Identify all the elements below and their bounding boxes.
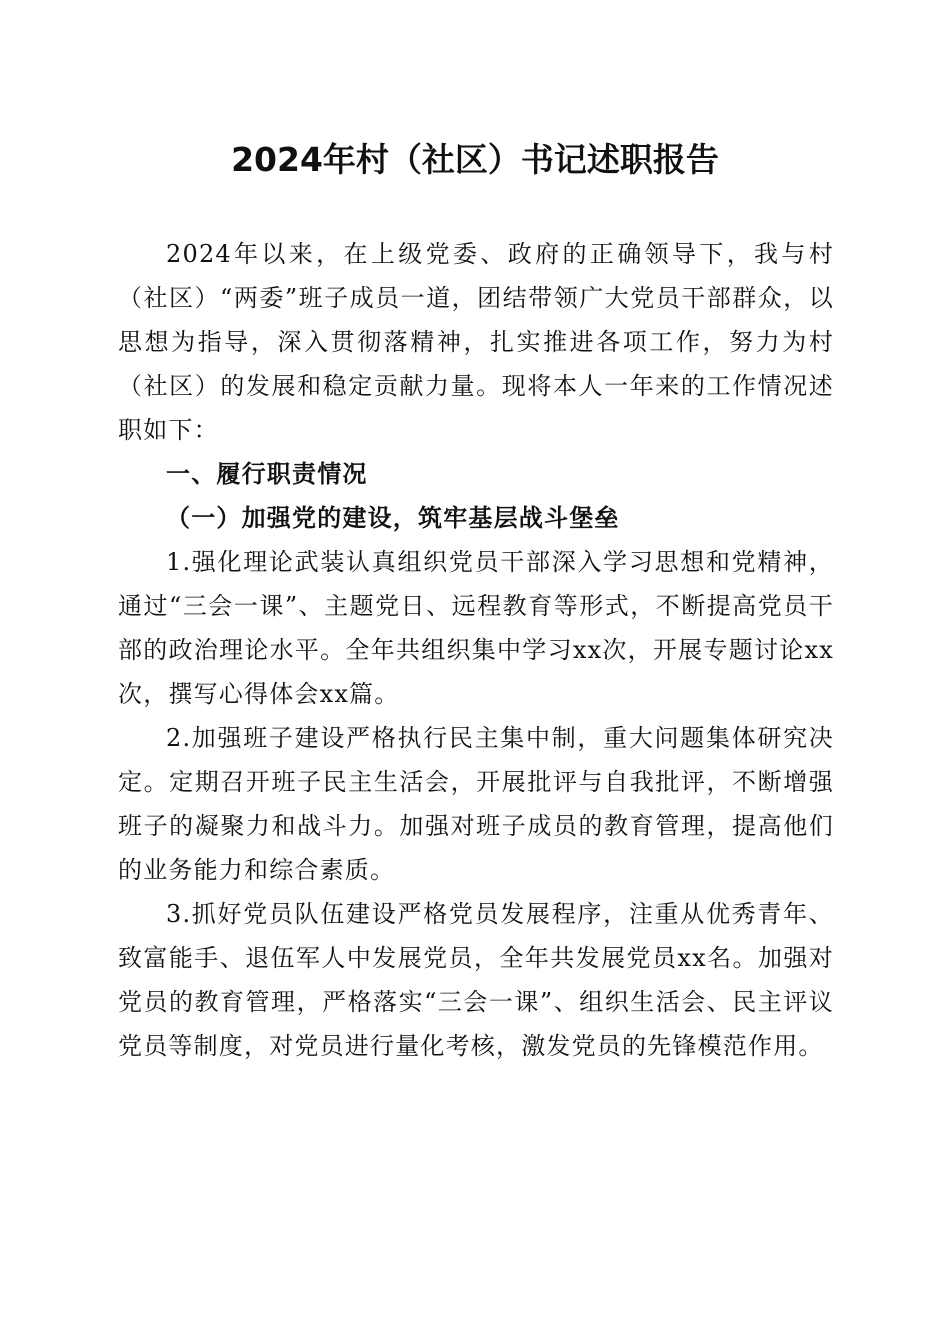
section-heading: 一、履行职责情况	[166, 460, 368, 488]
item-paragraph-1: 1.强化理论武装认真组织党员干部深入学习思想和党精神，通过“三会一课”、主题党日、远程教育等形式，不断提高党员干部的政治理论水平。全年共组织集中学习xx次，开展专题讨论xx次，撰写心得体会xx篇。	[118, 548, 834, 708]
document-body	[118, 232, 834, 1068]
document-title: 2024年村（社区）书记述职报告	[231, 140, 719, 179]
item-paragraph-3: 3.抓好党员队伍建设严格党员发展程序，注重从优秀青年、致富能手、退伍军人中发展党员，全年共发展党员xx名。加强对党员的教育管理，严格落实“三会一课”、组织生活会、民主评议党员等制度，对党员进行量化考核，激发党员的先锋模范作用。	[118, 900, 834, 1060]
item-paragraph-2: 2.加强班子建设严格执行民主集中制，重大问题集体研究决定。定期召开班子民主生活会，开展批评与自我批评，不断增强班子的凝聚力和战斗力。加强对班子成员的教育管理，提高他们的业务能力和综合素质。	[118, 724, 834, 884]
subsection-heading: （一）加强党的建设，筑牢基层战斗堡垒	[166, 503, 620, 532]
intro-paragraph: 2024年以来，在上级党委、政府的正确领导下，我与村（社区）“两委”班子成员一道，团结带领广大党员干部群众，以思想为指导，深入贯彻落精神，扎实推进各项工作，努力为村（社区）的发展和稳定贡献力量。现将本人一年来的工作情况述职如下：	[118, 240, 834, 444]
